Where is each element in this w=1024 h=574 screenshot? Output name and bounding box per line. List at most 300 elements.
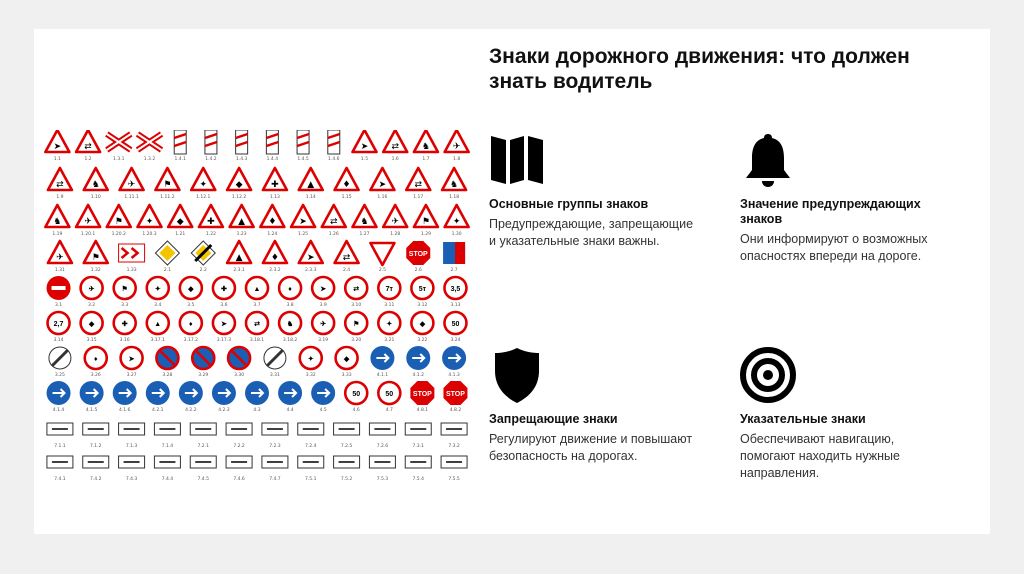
svg-text:▲: ▲ [307, 180, 315, 190]
sign-number: 2.5 [378, 268, 387, 273]
sign-number: 7.2.1 [197, 444, 209, 449]
sign-number: 1.11.2 [160, 195, 175, 200]
sign-number: 3.8 [286, 303, 294, 308]
road-sign [264, 347, 286, 369]
road-sign [444, 312, 466, 334]
svg-text:✈: ✈ [391, 217, 399, 227]
road-sign [345, 277, 367, 299]
feature-title: Запрещающие знаки [489, 412, 618, 426]
sign-number: 4.3 [253, 408, 261, 413]
road-sign [312, 277, 334, 299]
svg-text:✈: ✈ [127, 180, 136, 190]
road-sign [410, 381, 434, 405]
sign-number: 4.2.1 [152, 408, 164, 413]
road-sign [406, 346, 430, 370]
slide [34, 29, 990, 534]
feature-warning-signs [740, 132, 950, 265]
road-sign [370, 243, 394, 265]
svg-text:✈: ✈ [320, 321, 327, 328]
sign-number: 1.11.1 [124, 195, 139, 200]
road-sign [47, 276, 71, 300]
svg-text:5т: 5т [418, 286, 427, 293]
sign-number: 3.5 [187, 303, 195, 308]
sign-number: 1.18 [449, 195, 460, 200]
road-sign [213, 277, 235, 299]
sign-number: 7.3.1 [412, 444, 424, 449]
svg-text:♞: ♞ [421, 142, 430, 152]
sign-number: 3.13 [450, 303, 461, 308]
svg-text:➤: ➤ [53, 142, 62, 152]
road-sign [84, 168, 108, 190]
svg-text:7т: 7т [385, 286, 393, 293]
road-sign [299, 168, 323, 190]
road-sign [442, 168, 466, 190]
sign-number: 4.5 [319, 408, 327, 413]
road-sign [334, 456, 360, 468]
svg-text:✚: ✚ [271, 180, 279, 190]
sign-number: 7.2.3 [269, 444, 281, 449]
road-sign [353, 205, 377, 227]
svg-text:▲: ▲ [235, 253, 243, 263]
road-signs-chart [36, 130, 476, 490]
sign-number: 1.32 [90, 268, 101, 273]
road-sign [411, 277, 433, 299]
sign-number: 7.5.3 [376, 477, 389, 482]
road-sign [441, 423, 467, 435]
road-sign [120, 168, 144, 190]
road-sign [107, 134, 131, 150]
sign-number: 7.1.2 [90, 444, 102, 449]
sign-number: 3.14 [53, 338, 64, 343]
sign-number: 2.3.3 [305, 268, 317, 273]
road-sign [279, 312, 301, 334]
road-sign [47, 456, 73, 468]
sign-number: 3.24 [450, 338, 461, 343]
sign-number: 3.22 [417, 338, 428, 343]
svg-text:✦: ✦ [145, 217, 154, 227]
sign-number: 1.26 [328, 232, 339, 237]
sign-number: 1.6 [391, 157, 399, 162]
svg-text:⚑: ⚑ [163, 180, 172, 190]
sign-number: 1.22 [205, 232, 216, 237]
sign-number: 3.28 [162, 373, 173, 378]
sign-number: 1.20.2 [111, 232, 126, 237]
svg-text:⚑: ⚑ [91, 253, 100, 263]
road-sign [378, 277, 400, 299]
svg-text:⇄: ⇄ [254, 321, 260, 328]
feature-title: Указательные знаки [740, 412, 866, 426]
sign-number: 7.5.2 [340, 477, 353, 482]
road-sign [199, 205, 223, 227]
svg-text:⇄: ⇄ [56, 180, 64, 190]
road-sign [298, 456, 324, 468]
road-sign [155, 168, 179, 190]
road-sign [443, 381, 467, 405]
road-sign [81, 312, 103, 334]
svg-text:2,7: 2,7 [53, 321, 64, 328]
road-sign [414, 130, 438, 152]
road-sign [442, 346, 466, 370]
road-sign [411, 312, 433, 334]
road-sign [138, 205, 162, 227]
road-sign [311, 381, 335, 405]
svg-text:♦: ♦ [93, 356, 98, 363]
road-sign [191, 168, 215, 190]
sign-number: 7.5.5 [448, 477, 460, 482]
sign-number: 1.14 [305, 195, 316, 200]
road-sign [378, 312, 400, 334]
road-sign [47, 423, 73, 435]
svg-text:⚑: ⚑ [421, 217, 430, 227]
road-sign [378, 382, 400, 404]
sign-number: 1.4.6 [328, 157, 340, 162]
sign-number: 3.17.1 [150, 338, 165, 343]
sign-number: 3.12 [417, 303, 428, 308]
svg-text:✈: ✈ [88, 286, 95, 293]
sign-number: 4.2.2 [185, 408, 197, 413]
road-sign [312, 312, 334, 334]
shield-icon [489, 347, 545, 403]
sign-number: 1.1 [53, 157, 61, 162]
road-sign [406, 168, 430, 190]
svg-text:◆: ◆ [88, 321, 95, 328]
road-sign [236, 130, 248, 154]
sign-number: 3.4 [154, 303, 162, 308]
feature-text: Регулируют движение и повышают безопасность на дорогах. [489, 432, 693, 463]
svg-text:➤: ➤ [299, 217, 307, 227]
svg-text:➤: ➤ [378, 180, 387, 190]
sign-number: 3.15 [86, 338, 97, 343]
road-sign [83, 423, 109, 435]
road-sign [76, 205, 100, 227]
sign-number: 3.6 [220, 303, 228, 308]
sign-number: 1.28 [390, 232, 401, 237]
road-sign [84, 241, 108, 263]
sign-number: 7.2.4 [305, 444, 317, 449]
sign-number: 3.19 [318, 338, 329, 343]
svg-text:⇄: ⇄ [353, 286, 360, 293]
svg-text:♞: ♞ [53, 217, 62, 227]
sign-number: 1.4.2 [205, 157, 217, 162]
sign-number: 7.2.6 [376, 444, 389, 449]
svg-text:♦: ♦ [189, 321, 193, 328]
sign-number: 4.4 [286, 408, 294, 413]
road-sign [154, 423, 180, 435]
road-sign [226, 423, 252, 435]
road-sign [345, 382, 367, 404]
sign-number: 3.7 [253, 303, 261, 308]
svg-text:➤: ➤ [306, 253, 315, 263]
road-sign [414, 205, 438, 227]
road-sign [85, 347, 107, 369]
sign-number: 1.7 [422, 157, 430, 162]
sign-number: 7.4.6 [233, 477, 245, 482]
sign-number: 3.1 [54, 303, 63, 308]
road-sign [246, 312, 268, 334]
sign-number: 1.20.1 [80, 232, 96, 237]
road-sign [155, 241, 179, 265]
svg-text:➤: ➤ [360, 142, 369, 152]
road-sign [119, 456, 145, 468]
svg-text:➤: ➤ [220, 321, 227, 328]
sign-number: 7.4.2 [90, 477, 102, 482]
svg-text:♞: ♞ [360, 217, 369, 227]
feature-informational-signs [740, 347, 950, 482]
sign-number: 1.33 [126, 268, 137, 273]
sign-number: 4.1.4 [52, 408, 65, 413]
svg-text:◆: ◆ [343, 356, 350, 363]
sign-number: 1.23 [236, 232, 247, 237]
road-sign [45, 205, 69, 227]
svg-text:⇄: ⇄ [342, 253, 351, 263]
road-sign [190, 423, 216, 435]
road-sign [406, 241, 430, 265]
road-sign [83, 456, 109, 468]
svg-text:✚: ✚ [220, 286, 227, 293]
svg-text:50: 50 [451, 321, 460, 328]
svg-text:✦: ✦ [154, 286, 161, 293]
sign-number: 2.3.2 [269, 268, 281, 273]
sign-number: 3.16 [119, 338, 130, 343]
sign-number: 2.6 [414, 268, 422, 273]
sign-number: 4.1.3 [448, 373, 460, 378]
road-sign [370, 346, 394, 370]
road-sign [107, 205, 131, 227]
road-sign [226, 456, 252, 468]
sign-number: 7.4.1 [54, 477, 66, 482]
road-sign [174, 130, 186, 154]
sign-number: 4.6 [352, 408, 360, 413]
road-sign [300, 347, 322, 369]
road-sign [230, 205, 254, 227]
road-sign [190, 456, 216, 468]
sign-number: 3.18.2 [282, 338, 298, 343]
svg-text:⇄: ⇄ [414, 180, 423, 190]
svg-text:♞: ♞ [450, 180, 459, 190]
slide-title: Знаки дорожного движения: что должен знать водитель [489, 45, 910, 93]
road-sign [228, 347, 250, 369]
road-sign [154, 456, 180, 468]
road-sign [227, 241, 251, 263]
road-sign [138, 134, 162, 150]
svg-text:STOP: STOP [408, 251, 428, 258]
svg-text:✈: ✈ [84, 217, 92, 227]
sign-number: 1.9 [56, 195, 64, 200]
sign-number: 7.2.5 [340, 444, 353, 449]
svg-text:➤: ➤ [128, 356, 135, 363]
road-sign [147, 277, 169, 299]
road-sign [121, 347, 143, 369]
svg-text:✦: ✦ [199, 180, 208, 190]
road-sign [353, 130, 377, 152]
feature-title: Значение предупреждающих знаков [740, 197, 921, 226]
sign-number: 7.1.1 [54, 444, 66, 449]
svg-text:✦: ✦ [386, 321, 393, 328]
sign-number: 3.25 [54, 373, 65, 378]
sign-number: 3.17.2 [183, 338, 199, 343]
sign-number: 3.9 [319, 303, 327, 308]
sign-number: 4.8.2 [449, 408, 462, 413]
sign-number: 7.1.3 [125, 444, 138, 449]
sign-number: 1.2 [84, 157, 92, 162]
svg-text:♦: ♦ [268, 217, 277, 227]
sign-number: 1.4.5 [297, 157, 309, 162]
road-sign [297, 130, 309, 154]
sign-number: 3.20 [351, 338, 362, 343]
sign-number: 1.31 [54, 268, 65, 273]
road-sign [443, 242, 465, 264]
svg-text:STOP: STOP [445, 391, 465, 398]
sign-number: 1.15 [341, 195, 352, 200]
road-sign [444, 277, 466, 299]
road-sign [370, 168, 394, 190]
road-sign [80, 381, 104, 405]
sign-number: 1.12.1 [196, 195, 211, 200]
road-sign [47, 381, 71, 405]
road-sign [369, 423, 395, 435]
sign-number: 3.18.1 [249, 338, 265, 343]
svg-text:▲: ▲ [154, 321, 162, 328]
sign-number: 1.20.3 [142, 232, 157, 237]
road-sign [383, 205, 407, 227]
road-sign [383, 130, 407, 152]
road-sign [263, 241, 287, 263]
sign-number: 1.24 [267, 232, 278, 237]
svg-text:✈: ✈ [452, 142, 461, 152]
sign-number: 1.16 [377, 195, 388, 200]
sign-number: 2.4 [342, 268, 351, 273]
sign-number: 7.1.4 [161, 444, 174, 449]
sign-number: 3.30 [234, 373, 245, 378]
road-sign [299, 241, 323, 263]
road-sign [180, 277, 202, 299]
sign-number: 1.29 [420, 232, 431, 237]
road-sign [334, 423, 360, 435]
road-sign [48, 312, 70, 334]
sign-number: 3.21 [384, 338, 395, 343]
road-sign [205, 130, 217, 154]
road-sign [405, 456, 431, 468]
road-sign [262, 423, 288, 435]
sign-number: 7.4.7 [269, 477, 281, 482]
road-sign [48, 168, 72, 190]
sign-number: 3.2 [88, 303, 96, 308]
road-sign [279, 277, 301, 299]
sign-number: 1.21 [175, 232, 186, 237]
road-sign [146, 381, 170, 405]
bell-icon [740, 132, 796, 188]
road-sign [278, 381, 302, 405]
road-sign [260, 205, 284, 227]
road-sign [445, 205, 469, 227]
sign-number: 1.19 [52, 232, 63, 237]
sign-number: 3.29 [198, 373, 209, 378]
target-icon [740, 347, 796, 403]
svg-text:⇄: ⇄ [391, 142, 399, 152]
sign-number: 4.7 [385, 408, 393, 413]
road-sign [246, 277, 268, 299]
svg-text:STOP: STOP [412, 391, 432, 398]
road-sign [113, 381, 137, 405]
sign-number: 1.4.1 [174, 157, 186, 162]
sign-number: 4.2.3 [218, 408, 230, 413]
svg-text:✚: ✚ [207, 217, 215, 227]
road-sign [328, 130, 340, 154]
sign-number: 1.4.4 [266, 157, 279, 162]
road-sign [191, 241, 215, 265]
sign-number: 7.4.5 [197, 477, 209, 482]
road-sign [156, 347, 178, 369]
road-sign [48, 241, 72, 263]
road-sign [180, 312, 202, 334]
feature-text: Предупреждающие, запрещающие и указательные знаки важны. [489, 217, 694, 248]
road-sign [441, 456, 467, 468]
sign-number: 3.27 [126, 373, 137, 378]
sign-number: 7.4.3 [125, 477, 138, 482]
svg-text:⚑: ⚑ [353, 321, 360, 328]
road-sign [114, 312, 136, 334]
road-sign [345, 312, 367, 334]
feature-text: Они информируют о возможных опасностях впереди на дороге. [740, 232, 928, 263]
svg-text:▲: ▲ [253, 286, 261, 293]
sign-number: 7.5.1 [305, 477, 317, 482]
svg-text:✦: ✦ [307, 356, 314, 363]
sign-number: 2.7 [450, 268, 458, 273]
road-sign [192, 347, 214, 369]
sign-number: 7.4.4 [161, 477, 174, 482]
sign-number: 1.27 [359, 232, 370, 237]
road-sign [119, 244, 145, 262]
sign-number: 2.2 [199, 268, 207, 273]
svg-text:♞: ♞ [286, 321, 294, 328]
sign-number: 1.25 [298, 232, 309, 237]
sign-number: 4.8.1 [416, 408, 429, 413]
svg-text:⇄: ⇄ [330, 217, 338, 227]
svg-text:◆: ◆ [419, 321, 426, 328]
road-sign [298, 423, 324, 435]
svg-text:♞: ♞ [91, 180, 100, 190]
svg-text:◆: ◆ [235, 180, 243, 190]
road-sign [322, 205, 346, 227]
sign-number: 1.17 [413, 195, 424, 200]
road-sign [179, 381, 203, 405]
svg-text:➤: ➤ [320, 286, 327, 293]
road-sign [369, 456, 395, 468]
road-sign [119, 423, 145, 435]
sign-number: 2.3.1 [233, 268, 245, 273]
road-sign [335, 241, 359, 263]
sign-number: 1.4.3 [235, 157, 248, 162]
svg-text:⇄: ⇄ [84, 142, 92, 152]
road-sign [45, 130, 69, 152]
sign-number: 1.10 [90, 195, 101, 200]
sign-number: 4.1.2 [412, 373, 424, 378]
sign-number: 3.17.3 [216, 338, 232, 343]
road-sign [445, 130, 469, 152]
sign-number: 4.1.6 [118, 408, 131, 413]
road-sign [263, 168, 287, 190]
sign-number: 7.2.2 [233, 444, 245, 449]
svg-text:✚: ✚ [121, 321, 128, 328]
svg-text:⚑: ⚑ [121, 286, 128, 293]
road-sign [245, 381, 269, 405]
road-sign [335, 168, 359, 190]
sign-number: 3.31 [269, 373, 280, 378]
sign-number: 1.5 [360, 157, 369, 162]
road-sign [147, 312, 169, 334]
road-sign [336, 347, 358, 369]
sign-number: 3.32 [305, 373, 316, 378]
